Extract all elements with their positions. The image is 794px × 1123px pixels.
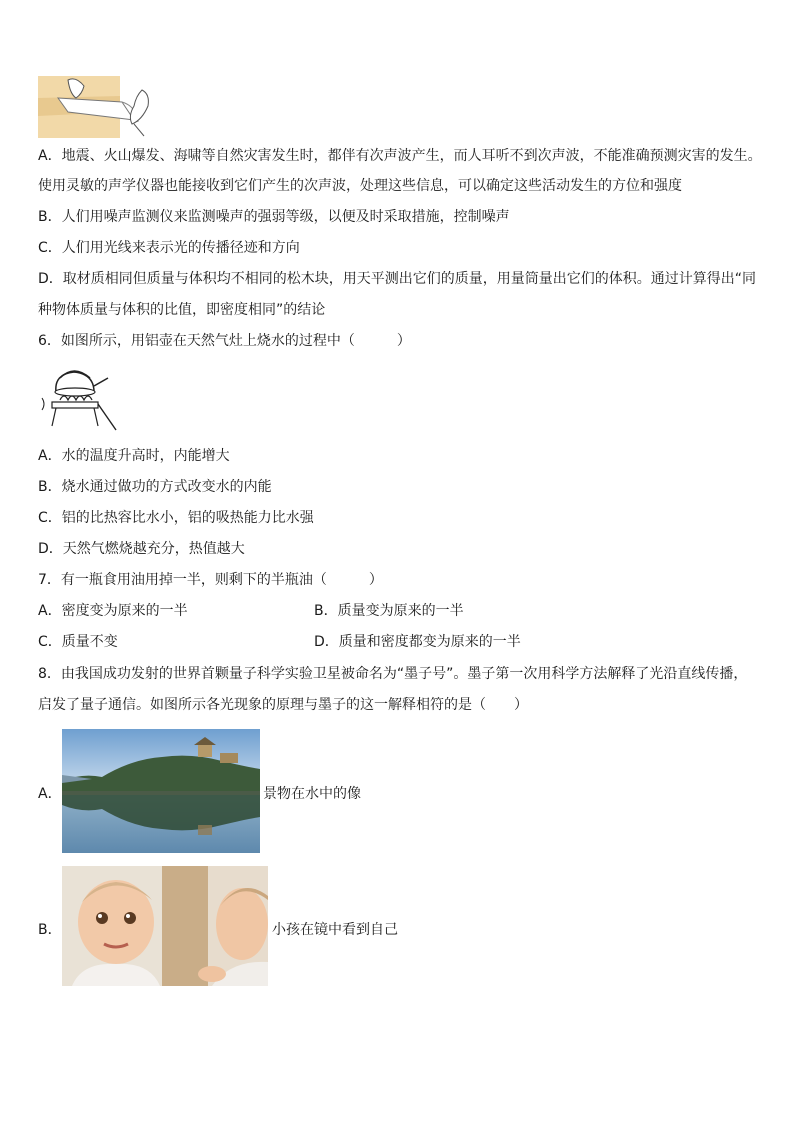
q7-option-b: B．质量变为原来的一半 [314, 603, 464, 619]
q8-option-a-caption: 景物在水中的像 [263, 786, 361, 802]
child-mirror-photo [62, 866, 268, 986]
q6-stem: 6．如图所示，用铝壶在天然气灶上烧水的过程中（ ） [38, 333, 411, 349]
q6-option-b: B．烧水通过做功的方式改变水的内能 [38, 479, 272, 495]
q6-option-a: A．水的温度升高时，内能增大 [38, 448, 230, 464]
q8-option-a-letter: A． [38, 786, 62, 802]
q7-stem: 7．有一瓶食用油用掉一半，则剩下的半瓶油（ ） [38, 572, 383, 588]
lake-reflection-photo [62, 729, 260, 853]
q6-option-d: D．天然气燃烧越充分，热值越大 [38, 541, 245, 557]
q7-option-d: D．质量和密度都变为原来的一半 [314, 634, 521, 650]
q5-option-c: C．人们用光线来表示光的传播径迹和方向 [38, 240, 300, 256]
q8-stem-line1: 8．由我国成功发射的世界首颗量子科学实验卫星被命名为“墨子号”。墨子第一次用科学方法解释了光沿直线传播， [38, 666, 748, 682]
kettle-on-stove-figure [38, 364, 120, 434]
q7-option-a: A．密度变为原来的一半 [38, 603, 188, 619]
q5-option-a-line2: 使用灵敏的声学仪器也能接收到它们产生的次声波，处理这些信息，可以确定这些活动发生的方位和强度 [38, 178, 682, 194]
q8-option-b-caption: 小孩在镜中看到自己 [272, 922, 398, 938]
q5-option-b: B．人们用噪声监测仪来监测噪声的强弱等级，以便及时采取措施，控制噪声 [38, 209, 510, 225]
q6-option-c: C．铝的比热容比水小，铝的吸热能力比水强 [38, 510, 314, 526]
q5-option-a-line1: A．地震、火山爆发、海啸等自然灾害发生时，都伴有次声波产生，而人耳听不到次声波，不能准确预测灾害的发生。 [38, 148, 762, 164]
q5-option-d-line1: D．取材质相同但质量与体积均不相同的松木块，用天平测出它们的质量，用量筒量出它们的体积。通过计算得出“同 [38, 271, 757, 287]
q8-stem-line2: 启发了量子通信。如图所示各光现象的原理与墨子的这一解释相符的是（ ） [38, 697, 528, 713]
q5-option-d-line2: 种物体质量与体积的比值，即密度相同”的结论 [38, 302, 326, 318]
q8-option-b-letter: B． [38, 922, 62, 938]
q7-option-c: C．质量不变 [38, 634, 118, 650]
hands-paper-figure [38, 76, 154, 138]
